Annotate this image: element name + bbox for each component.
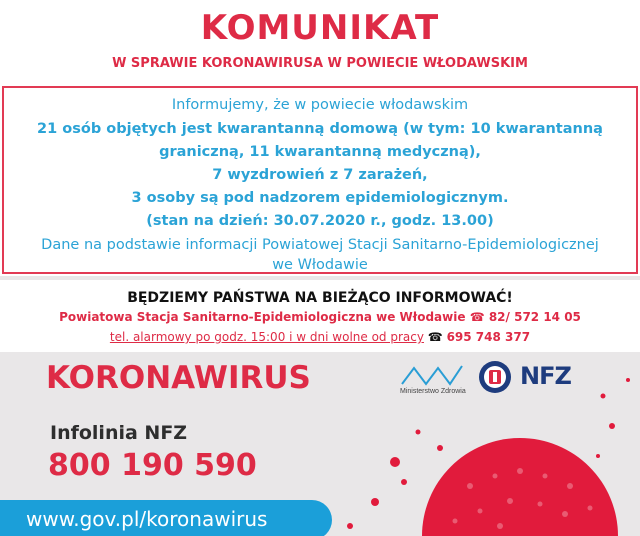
dot — [601, 394, 606, 399]
ministry-label: Ministerstwo Zdrowia — [400, 388, 466, 395]
sanepid-emblem-icon — [478, 360, 512, 394]
infoline-label: Infolinia NFZ — [50, 422, 188, 444]
info-line-recoveries: 7 wyzdrowień z 7 zarażeń, — [212, 167, 428, 183]
dot — [401, 479, 407, 485]
page-subtitle: W SPRAWIE KORONAWIRUSA W POWIECIE WŁODAWSKIM — [112, 56, 528, 71]
dot — [609, 423, 615, 429]
station-phone: 82/ 572 14 05 — [488, 310, 581, 324]
notice-alarm-line — [0, 330, 640, 344]
info-line-supervision: 3 osoby są pod nadzorem epidemiologicznym. — [131, 190, 509, 206]
dot — [347, 523, 353, 529]
phone-icon: ☎ — [427, 330, 443, 344]
dot — [437, 445, 443, 451]
dot — [596, 454, 600, 458]
logos — [396, 360, 586, 400]
info-line-source-end: we Włodawie — [272, 257, 368, 273]
page-title: KOMUNIKAT — [200, 8, 440, 48]
dot — [371, 498, 379, 506]
website-link[interactable]: www.gov.pl/koronawirus — [26, 507, 268, 531]
station-name: Powiatowa Stacja Sanitarno-Epidemiologiczna we Włodawie — [59, 310, 466, 324]
info-line-source: Dane na podstawie informacji Powiatowej Stacji Sanitarno-Epidemiologicznej — [41, 237, 599, 253]
big-red-circle — [422, 438, 618, 536]
notice-station-line — [0, 310, 640, 324]
alarm-label: tel. alarmowy po godz. 15:00 i w dni wolne od pracy — [109, 330, 424, 344]
infoline-number: 800 190 590 — [48, 448, 257, 483]
dot — [390, 457, 400, 467]
ministry-logo-icon — [400, 360, 464, 388]
alarm-phone: 695 748 377 — [446, 330, 531, 344]
info-line-quarantine: 21 osób objętych jest kwarantanną domową (w tym: 10 kwarantanną — [37, 121, 603, 137]
notice-title: BĘDZIEMY PAŃSTWA NA BIEŻĄCO INFORMOWAĆ! — [127, 290, 513, 306]
header — [0, 0, 640, 84]
info-line-date: (stan na dzień: 30.07.2020 r., godz. 13.00) — [146, 213, 494, 229]
phone-icon: ☎ — [469, 310, 485, 324]
info-line-quarantine-split: graniczną, 11 kwarantanną medyczną), — [159, 144, 481, 160]
dot — [416, 430, 421, 435]
info-box — [2, 86, 638, 274]
info-line-intro: Informujemy, że w powiecie włodawskim — [171, 97, 469, 113]
notice-panel — [0, 280, 640, 352]
banner-heading: KORONAWIRUS — [46, 360, 311, 396]
dot — [626, 378, 630, 382]
nfz-logo: NFZ — [520, 362, 571, 390]
